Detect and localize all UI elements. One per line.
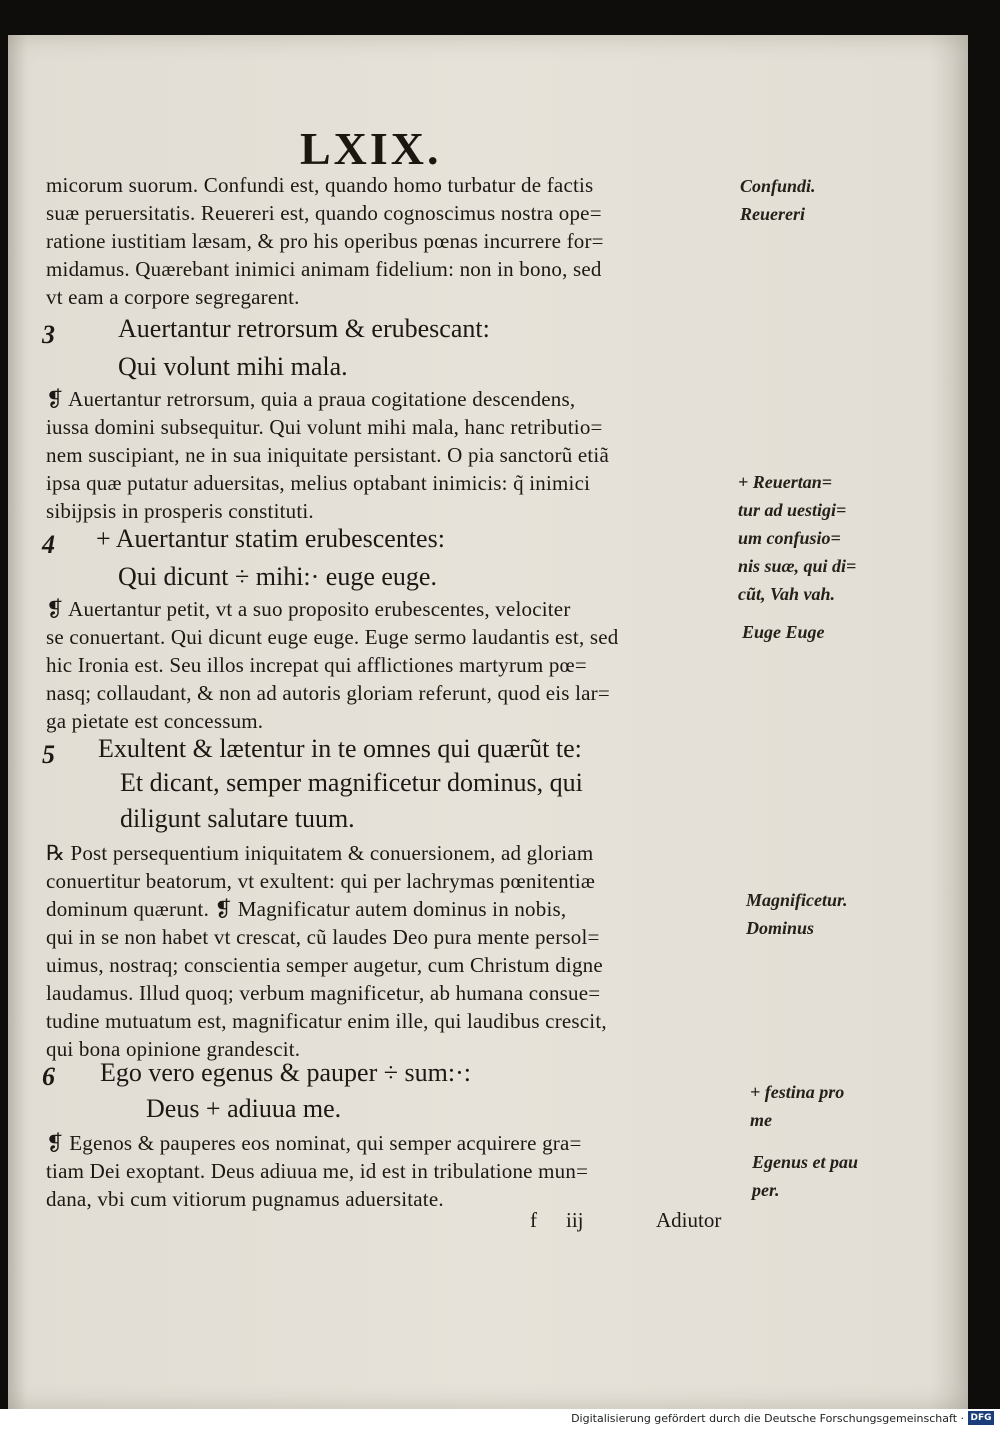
body-line: vt eam a corpore segregarent.: [46, 285, 300, 309]
margin-note: Dominus: [746, 918, 815, 938]
comment-line: iussa domini subsequitur. Qui volunt mihi mala, hanc retributio=: [46, 415, 603, 439]
folio-number: LXIX.: [300, 123, 442, 174]
verse-line: diligunt salutare tuum.: [120, 804, 355, 833]
comment-line: tiam Dei exoptant. Deus adiuua me, id est in tribulatione mun=: [46, 1159, 589, 1183]
verse-number: 6: [42, 1062, 55, 1091]
verse-line: Exultent & lætentur in te omnes qui quærũt te:: [98, 734, 582, 763]
body-line: micorum suorum. Confundi est, quando homo turbatur de factis: [46, 173, 594, 197]
comment-line: ❡ Auertantur retrorsum, quia a praua cogitatione descendens,: [46, 387, 576, 411]
comment-line: conuertitur beatorum, vt exultent: qui per lachrymas pœnitentiæ: [46, 869, 596, 893]
margin-note: cũt, Vah vah.: [738, 584, 836, 604]
verse-line: + Auertantur statim erubescentes:: [96, 524, 445, 553]
comment-line: nem suscipiant, ne in sua iniquitate persistant. O pia sanctorũ etiã: [46, 443, 609, 467]
margin-note: tur ad uestigi=: [738, 500, 847, 520]
margin-note: Egenus et pau: [752, 1152, 859, 1172]
dfg-logo: DFG: [968, 1411, 994, 1425]
comment-line: ga pietate est concessum.: [46, 709, 264, 733]
comment-line: tudine mutuatum est, magnificatur enim ille, qui laudibus crescit,: [46, 1009, 607, 1033]
comment-line: ❡ Auertantur petit, vt a suo proposito erubescentes, velociter: [46, 597, 571, 621]
catchword: Adiutor: [656, 1208, 722, 1232]
verse-number: 4: [42, 530, 55, 559]
footer-bar: [0, 1409, 1000, 1429]
comment-line: qui bona opinione grandescit.: [46, 1037, 301, 1061]
margin-note: Reuereri: [740, 204, 805, 224]
comment-line: sibĳpsis in prosperis constituti.: [46, 499, 314, 523]
margin-note: me: [750, 1110, 772, 1130]
margin-note: Confundi.: [740, 176, 816, 196]
verse-number: 3: [42, 320, 55, 349]
signature-mark: f: [530, 1208, 537, 1232]
body-line: suæ peruersitatis. Reuereri est, quando cognoscimus nostra ope=: [46, 201, 602, 225]
verse-line: Qui dicunt ÷ mihi:· euge euge.: [118, 562, 437, 591]
comment-line: qui in se non habet vt crescat, cũ laudes Deo pura mente persol=: [46, 925, 600, 949]
comment-line: ℞ Post persequentium iniquitatem & conuersionem, ad gloriam: [46, 841, 594, 865]
comment-line: ipsa quæ putatur aduersitas, melius optabant inimicis: q̃ inimici: [46, 471, 591, 495]
margin-note: + Reuertan=: [738, 472, 833, 492]
verse-line: Ego vero egenus & pauper ÷ sum:·:: [100, 1058, 471, 1087]
body-line: ratione iustitiam læsam, & pro his operibus pœnas incurrere for=: [46, 229, 604, 253]
comment-line: ❡ Egenos & pauperes eos nominat, qui semper acquirere gra=: [46, 1131, 582, 1155]
margin-note: Euge Euge: [742, 622, 825, 642]
margin-note: per.: [752, 1180, 780, 1200]
verse-line: Auertantur retrorsum & erubescant:: [118, 314, 490, 343]
comment-line: se conuertant. Qui dicunt euge euge. Euge sermo laudantis est, sed: [46, 625, 619, 649]
margin-note: Magnificetur.: [746, 890, 848, 910]
margin-note: nis suæ, qui di=: [738, 556, 857, 576]
comment-line: nasq; collaudant, & non ad autoris gloriam referunt, quod eis lar=: [46, 681, 610, 705]
margin-note: + festina pro: [750, 1082, 845, 1102]
footer-credit: Digitalisierung gefördert durch die Deutsche Forschungsgemeinschaft ·: [571, 1412, 964, 1425]
margin-note: um confusio=: [738, 528, 841, 548]
comment-line: hic Ironia est. Seu illos increpat qui afflictiones martyrum pœ=: [46, 653, 587, 677]
body-line: midamus. Quærebant inimici animam fidelium: non in bono, sed: [46, 257, 602, 281]
signature-number: iĳ: [566, 1208, 584, 1232]
verse-line: Qui volunt mihi mala.: [118, 352, 348, 381]
comment-line: laudamus. Illud quoq; verbum magnificetur, ab humana consue=: [46, 981, 601, 1005]
verse-number: 5: [42, 740, 55, 769]
comment-line: dominum quærunt. ❡ Magnificatur autem dominus in nobis,: [46, 897, 567, 921]
verse-line: Et dicant, semper magnificetur dominus, qui: [120, 768, 583, 797]
comment-line: uimus, nostraq; conscientia semper augetur, cum Christum digne: [46, 953, 603, 977]
verse-line: Deus + adiuua me.: [146, 1094, 342, 1123]
comment-line: dana, vbi cum vitiorum pugnamus aduersitate.: [46, 1187, 444, 1211]
